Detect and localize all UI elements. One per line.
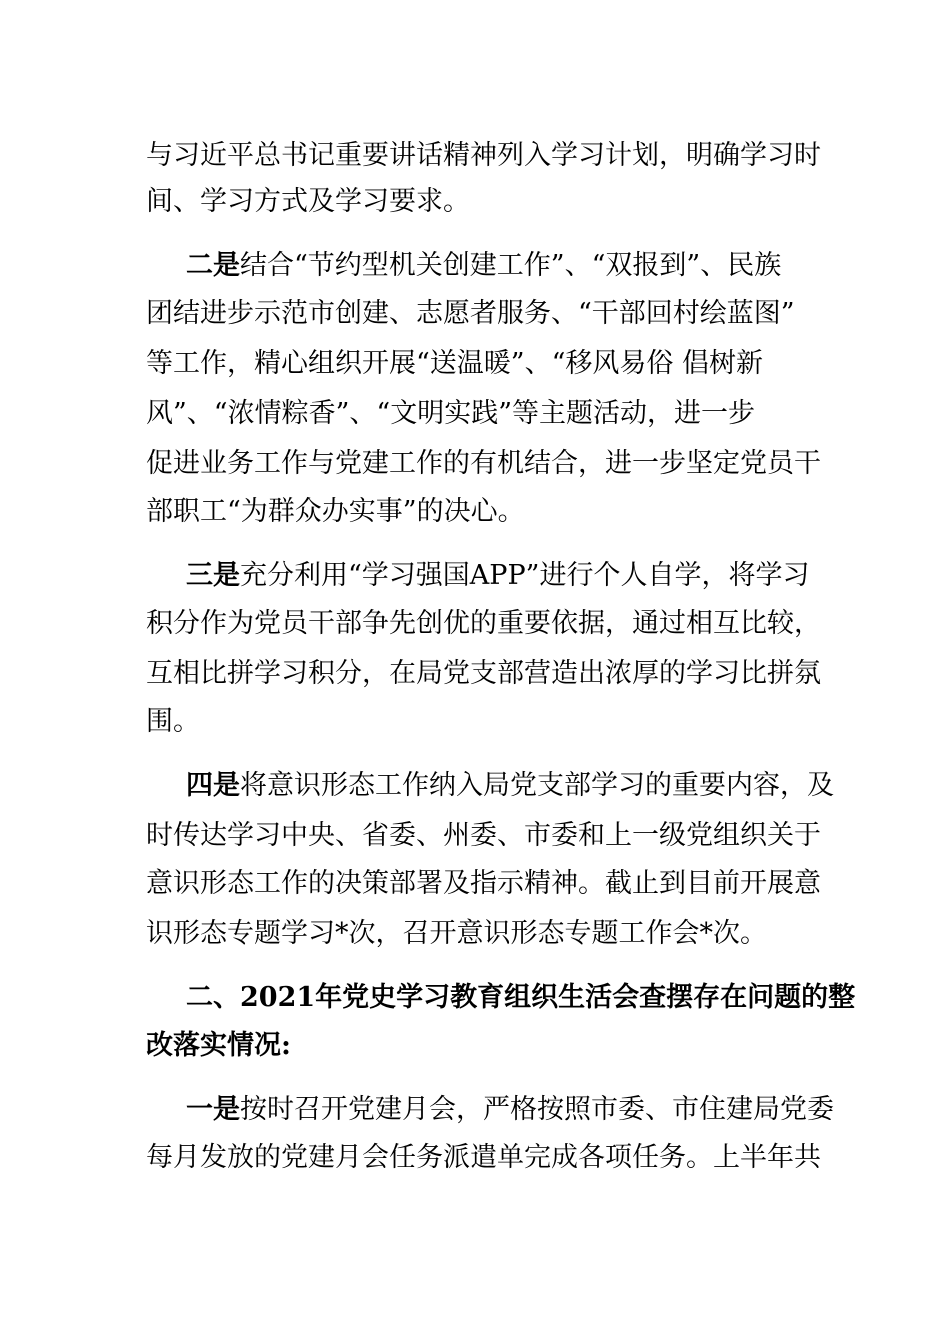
paragraph-text: 将意识形态工作纳入局党支部学习的重要内容，及 [240, 770, 834, 801]
text-line: 积分作为党员干部争先创优的重要依据，通过相互比较， [146, 608, 821, 639]
paragraph-first-line [186, 1092, 834, 1128]
paragraph-text: 充分利用“学习强国APP”进行个人自学，将学习 [240, 560, 810, 591]
paragraph-first-line [186, 558, 809, 594]
text-line: 等工作，精心组织开展“送温暖”、“移风易俗 倡树新 [146, 348, 763, 379]
section-heading: 改落实情况: [146, 1030, 291, 1061]
paragraph-lead: 二是 [186, 250, 240, 281]
text-line: 部职工“为群众办实事”的决心。 [146, 496, 525, 527]
paragraph-lead: 三是 [186, 560, 240, 591]
paragraph-text: 结合“节约型机关创建工作”、“双报到”、民族 [240, 250, 782, 281]
text-line: 与习近平总书记重要讲话精神列入学习计划，明确学习时 [146, 140, 821, 171]
text-line: 时传达学习中央、省委、州委、市委和上一级党组织关于 [146, 820, 821, 851]
paragraph-first-line [186, 248, 781, 284]
paragraph-first-line [186, 768, 834, 804]
text-line: 识形态专题学习*次，召开意识形态专题工作会*次。 [146, 918, 767, 949]
text-line: 间、学习方式及学习要求。 [146, 186, 470, 217]
text-line: 团结进步示范市创建、志愿者服务、“干部回村绘蓝图” [146, 298, 795, 329]
text-line: 意识形态工作的决策部署及指示精神。截止到目前开展意 [146, 868, 821, 899]
text-line: 促进业务工作与党建工作的有机结合，进一步坚定党员干 [146, 448, 821, 479]
paragraph-lead: 四是 [186, 770, 240, 801]
text-line: 风”、“浓情粽香”、“文明实践”等主题活动，进一步 [146, 398, 756, 429]
paragraph-text: 按时召开党建月会，严格按照市委、市住建局党委 [240, 1094, 834, 1125]
section-heading: 二、2021年党史学习教育组织生活会查摆存在问题的整 [186, 982, 856, 1013]
text-line: 围。 [146, 706, 200, 737]
text-line: 互相比拼学习积分，在局党支部营造出浓厚的学习比拼氛 [146, 658, 821, 689]
paragraph-lead: 一是 [186, 1094, 240, 1125]
text-line: 每月发放的党建月会任务派遣单完成各项任务。上半年共 [146, 1142, 821, 1173]
